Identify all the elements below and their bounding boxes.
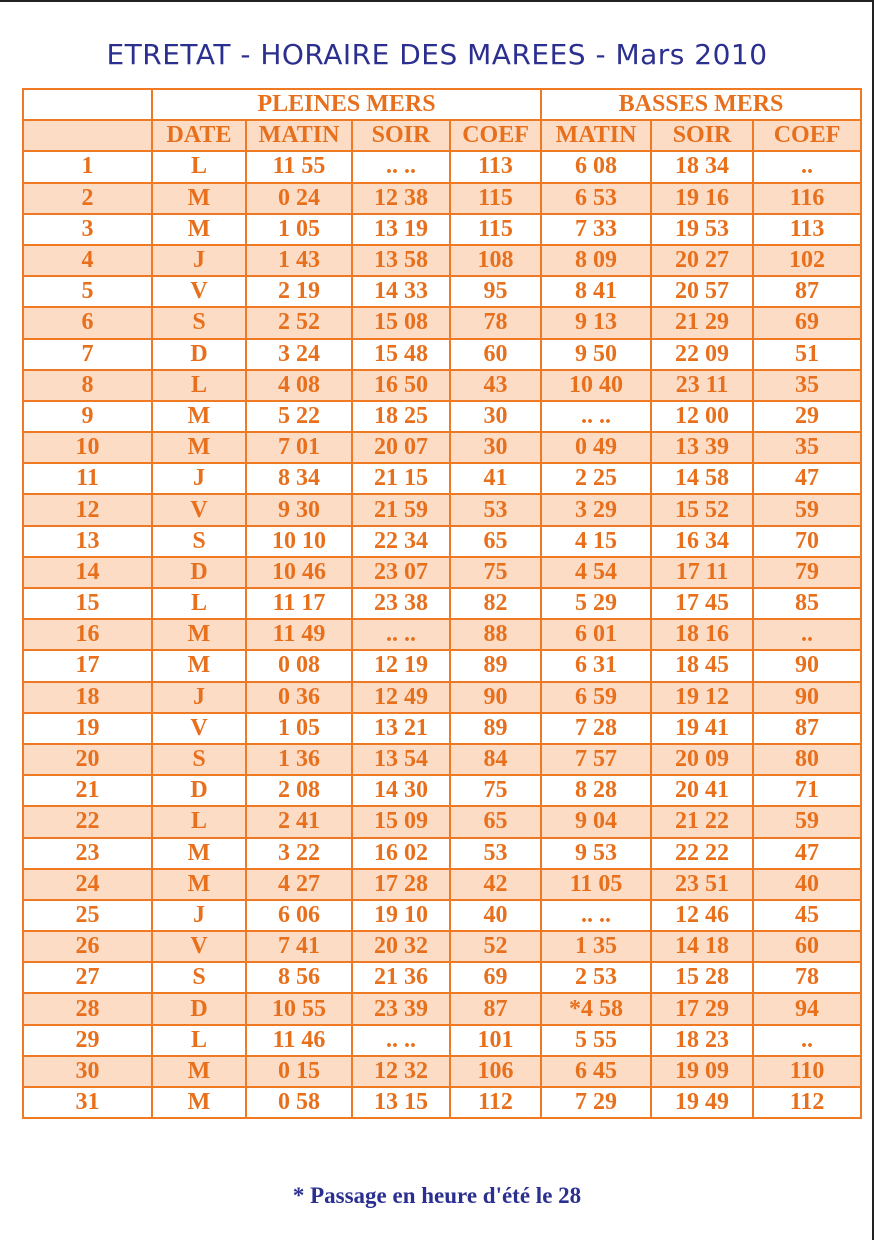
table-row — [23, 214, 861, 245]
basse-matin-cell: 4 54 — [541, 557, 651, 588]
pleine-soir-cell: 16 50 — [352, 370, 450, 401]
day-letter-cell: V — [152, 276, 246, 307]
pleine-coef-cell: 30 — [450, 401, 541, 432]
basse-coef-cell: 78 — [753, 962, 861, 993]
basse-coef-cell: 80 — [753, 744, 861, 775]
pleine-matin-cell: 2 19 — [246, 276, 352, 307]
pleine-soir-cell: 14 33 — [352, 276, 450, 307]
pleine-soir-cell: 13 21 — [352, 713, 450, 744]
pleine-coef-cell: 75 — [450, 557, 541, 588]
day-number-cell: 14 — [23, 557, 152, 588]
table-row — [23, 307, 861, 338]
day-number-cell: 4 — [23, 245, 152, 276]
tide-rows — [23, 151, 861, 1118]
pleine-matin-cell: 10 46 — [246, 557, 352, 588]
day-letter-cell: M — [152, 650, 246, 681]
pleine-coef-cell: 43 — [450, 370, 541, 401]
pleine-soir-cell: 20 32 — [352, 931, 450, 962]
pleine-matin-cell: 4 08 — [246, 370, 352, 401]
group-header-row — [23, 89, 861, 120]
basse-soir-cell: 15 52 — [651, 494, 753, 525]
pleine-matin-cell: 2 08 — [246, 775, 352, 806]
basse-soir-cell: 19 16 — [651, 183, 753, 214]
pleine-soir-cell: .. .. — [352, 1025, 450, 1056]
day-letter-cell: L — [152, 370, 246, 401]
day-letter-cell: M — [152, 1087, 246, 1118]
pleine-coef-cell: 82 — [450, 588, 541, 619]
pleine-soir-cell: .. .. — [352, 619, 450, 650]
pleine-coef-cell: 95 — [450, 276, 541, 307]
basse-coef-cell: 102 — [753, 245, 861, 276]
pleine-soir-cell: 18 25 — [352, 401, 450, 432]
day-letter-cell: L — [152, 1025, 246, 1056]
basse-coef-cell: 90 — [753, 682, 861, 713]
pleine-matin-cell: 8 34 — [246, 463, 352, 494]
pleine-matin-cell: 10 10 — [246, 526, 352, 557]
basse-soir-cell: 20 57 — [651, 276, 753, 307]
table-row — [23, 1087, 861, 1118]
pleine-matin-cell: 2 52 — [246, 307, 352, 338]
day-number-cell: 18 — [23, 682, 152, 713]
basse-coef-cell: 45 — [753, 900, 861, 931]
pleine-matin-cell: 0 36 — [246, 682, 352, 713]
basse-matin-cell: 5 29 — [541, 588, 651, 619]
basse-coef-cell: 87 — [753, 276, 861, 307]
day-number-cell: 10 — [23, 432, 152, 463]
pleine-coef-cell: 75 — [450, 775, 541, 806]
pleine-coef-cell: 90 — [450, 682, 541, 713]
pleines-mers-header: PLEINES MERS — [152, 89, 541, 120]
table-row — [23, 650, 861, 681]
pleine-coef-cell: 65 — [450, 806, 541, 837]
pleine-matin-cell: 11 55 — [246, 151, 352, 182]
basse-matin-cell: 9 50 — [541, 339, 651, 370]
basse-soir-cell: 23 11 — [651, 370, 753, 401]
table-row — [23, 1056, 861, 1087]
pleine-matin-cell: 0 58 — [246, 1087, 352, 1118]
day-number-cell: 25 — [23, 900, 152, 931]
basse-coef-cell: 60 — [753, 931, 861, 962]
day-number-header — [23, 120, 152, 151]
pleine-matin-cell: 0 15 — [246, 1056, 352, 1087]
day-number-cell: 12 — [23, 494, 152, 525]
day-letter-cell: M — [152, 214, 246, 245]
basse-coef-cell: 87 — [753, 713, 861, 744]
basse-soir-cell: 13 39 — [651, 432, 753, 463]
pleine-matin-cell: 11 46 — [246, 1025, 352, 1056]
day-letter-cell: D — [152, 993, 246, 1024]
page-title: ETRETAT - HORAIRE DES MAREES - Mars 2010 — [106, 38, 768, 71]
table-row — [23, 900, 861, 931]
table-row — [23, 993, 861, 1024]
day-number-cell: 8 — [23, 370, 152, 401]
day-letter-cell: J — [152, 245, 246, 276]
basse-matin-cell: 9 04 — [541, 806, 651, 837]
pleine-soir-cell: 13 58 — [352, 245, 450, 276]
basse-matin-cell: 6 01 — [541, 619, 651, 650]
basse-coef-cell: 70 — [753, 526, 861, 557]
day-letter-cell: M — [152, 183, 246, 214]
pleine-matin-cell: 10 55 — [246, 993, 352, 1024]
basse-soir-cell: 18 45 — [651, 650, 753, 681]
basse-coef-cell: .. — [753, 151, 861, 182]
column-header: SOIR — [651, 120, 753, 151]
pleine-matin-cell: 1 05 — [246, 214, 352, 245]
pleine-coef-cell: 106 — [450, 1056, 541, 1087]
pleine-matin-cell: 7 41 — [246, 931, 352, 962]
table-row — [23, 276, 861, 307]
footnote: * Passage en heure d'été le 28 — [292, 1183, 582, 1208]
pleine-soir-cell: 15 48 — [352, 339, 450, 370]
pleine-matin-cell: 0 08 — [246, 650, 352, 681]
basse-matin-cell: 2 53 — [541, 962, 651, 993]
basse-coef-cell: 116 — [753, 183, 861, 214]
column-header-row — [23, 120, 861, 151]
corner-cell — [23, 89, 152, 120]
basse-coef-cell: .. — [753, 1025, 861, 1056]
basse-soir-cell: 20 09 — [651, 744, 753, 775]
day-number-cell: 7 — [23, 339, 152, 370]
pleine-matin-cell: 8 56 — [246, 962, 352, 993]
pleine-coef-cell: 87 — [450, 993, 541, 1024]
basse-soir-cell: 22 22 — [651, 838, 753, 869]
table-row — [23, 432, 861, 463]
basse-soir-cell: 18 34 — [651, 151, 753, 182]
table-row — [23, 775, 861, 806]
day-letter-cell: M — [152, 401, 246, 432]
day-number-cell: 1 — [23, 151, 152, 182]
day-letter-cell: D — [152, 775, 246, 806]
day-number-cell: 16 — [23, 619, 152, 650]
table-row — [23, 619, 861, 650]
pleine-coef-cell: 115 — [450, 183, 541, 214]
pleine-soir-cell: 17 28 — [352, 869, 450, 900]
basse-coef-cell: 110 — [753, 1056, 861, 1087]
day-letter-cell: M — [152, 619, 246, 650]
basse-matin-cell: 6 53 — [541, 183, 651, 214]
pleine-coef-cell: 101 — [450, 1025, 541, 1056]
day-number-cell: 5 — [23, 276, 152, 307]
day-number-cell: 28 — [23, 993, 152, 1024]
pleine-matin-cell: 11 17 — [246, 588, 352, 619]
pleine-coef-cell: 52 — [450, 931, 541, 962]
table-row — [23, 494, 861, 525]
basse-coef-cell: 59 — [753, 806, 861, 837]
pleine-coef-cell: 115 — [450, 214, 541, 245]
day-number-cell: 15 — [23, 588, 152, 619]
basse-matin-cell: 7 28 — [541, 713, 651, 744]
day-letter-cell: J — [152, 682, 246, 713]
column-header: MATIN — [246, 120, 352, 151]
column-header: MATIN — [541, 120, 651, 151]
basse-soir-cell: 19 09 — [651, 1056, 753, 1087]
day-number-cell: 24 — [23, 869, 152, 900]
basse-soir-cell: 20 27 — [651, 245, 753, 276]
pleine-matin-cell: 1 36 — [246, 744, 352, 775]
basse-matin-cell: 6 59 — [541, 682, 651, 713]
day-number-cell: 23 — [23, 838, 152, 869]
day-number-cell: 22 — [23, 806, 152, 837]
table-row — [23, 245, 861, 276]
basse-coef-cell: 35 — [753, 370, 861, 401]
basse-coef-cell: 69 — [753, 307, 861, 338]
day-number-cell: 2 — [23, 183, 152, 214]
pleine-soir-cell: .. .. — [352, 151, 450, 182]
table-row — [23, 557, 861, 588]
basse-matin-cell: 7 33 — [541, 214, 651, 245]
pleine-coef-cell: 53 — [450, 494, 541, 525]
pleine-coef-cell: 78 — [450, 307, 541, 338]
basse-matin-cell: 6 31 — [541, 650, 651, 681]
day-number-cell: 19 — [23, 713, 152, 744]
basse-matin-cell: 8 28 — [541, 775, 651, 806]
day-number-cell: 6 — [23, 307, 152, 338]
pleine-coef-cell: 60 — [450, 339, 541, 370]
day-letter-cell: V — [152, 931, 246, 962]
basse-soir-cell: 23 51 — [651, 869, 753, 900]
basse-matin-cell: 4 15 — [541, 526, 651, 557]
basse-coef-cell: 113 — [753, 214, 861, 245]
basse-coef-cell: 85 — [753, 588, 861, 619]
basse-coef-cell: 40 — [753, 869, 861, 900]
day-number-cell: 29 — [23, 1025, 152, 1056]
basse-coef-cell: .. — [753, 619, 861, 650]
basse-soir-cell: 12 46 — [651, 900, 753, 931]
pleine-soir-cell: 15 09 — [352, 806, 450, 837]
pleine-coef-cell: 40 — [450, 900, 541, 931]
basse-matin-cell: 8 09 — [541, 245, 651, 276]
day-number-cell: 26 — [23, 931, 152, 962]
table-row — [23, 962, 861, 993]
pleine-soir-cell: 15 08 — [352, 307, 450, 338]
table-row — [23, 744, 861, 775]
pleine-soir-cell: 22 34 — [352, 526, 450, 557]
basse-matin-cell: 11 05 — [541, 869, 651, 900]
pleine-soir-cell: 23 07 — [352, 557, 450, 588]
day-letter-cell: M — [152, 838, 246, 869]
pleine-matin-cell: 6 06 — [246, 900, 352, 931]
pleine-matin-cell: 0 24 — [246, 183, 352, 214]
basse-matin-cell: .. .. — [541, 900, 651, 931]
basse-soir-cell: 20 41 — [651, 775, 753, 806]
day-number-cell: 27 — [23, 962, 152, 993]
basse-soir-cell: 14 58 — [651, 463, 753, 494]
basse-coef-cell: 90 — [753, 650, 861, 681]
table-row — [23, 339, 861, 370]
pleine-soir-cell: 21 59 — [352, 494, 450, 525]
pleine-coef-cell: 41 — [450, 463, 541, 494]
day-letter-cell: V — [152, 494, 246, 525]
pleine-coef-cell: 112 — [450, 1087, 541, 1118]
pleine-soir-cell: 12 19 — [352, 650, 450, 681]
table-row — [23, 151, 861, 182]
day-letter-cell: J — [152, 900, 246, 931]
day-letter-cell: L — [152, 806, 246, 837]
table-row — [23, 183, 861, 214]
basse-soir-cell: 16 34 — [651, 526, 753, 557]
table-row — [23, 463, 861, 494]
pleine-coef-cell: 84 — [450, 744, 541, 775]
pleine-soir-cell: 20 07 — [352, 432, 450, 463]
pleine-coef-cell: 89 — [450, 713, 541, 744]
tide-table — [22, 88, 862, 1119]
basse-matin-cell: 6 45 — [541, 1056, 651, 1087]
table-row — [23, 838, 861, 869]
basse-soir-cell: 17 45 — [651, 588, 753, 619]
pleine-soir-cell: 23 38 — [352, 588, 450, 619]
pleine-soir-cell: 23 39 — [352, 993, 450, 1024]
pleine-matin-cell: 4 27 — [246, 869, 352, 900]
pleine-coef-cell: 89 — [450, 650, 541, 681]
pleine-soir-cell: 12 49 — [352, 682, 450, 713]
basse-soir-cell: 17 11 — [651, 557, 753, 588]
pleine-soir-cell: 13 15 — [352, 1087, 450, 1118]
pleine-soir-cell: 12 32 — [352, 1056, 450, 1087]
pleine-coef-cell: 113 — [450, 151, 541, 182]
pleine-soir-cell: 12 38 — [352, 183, 450, 214]
pleine-matin-cell: 2 41 — [246, 806, 352, 837]
basse-coef-cell: 79 — [753, 557, 861, 588]
day-letter-cell: D — [152, 557, 246, 588]
table-row — [23, 869, 861, 900]
pleine-soir-cell: 13 19 — [352, 214, 450, 245]
table-row — [23, 370, 861, 401]
day-number-cell: 31 — [23, 1087, 152, 1118]
day-letter-cell: M — [152, 432, 246, 463]
basse-matin-cell: 7 29 — [541, 1087, 651, 1118]
basse-matin-cell: 9 53 — [541, 838, 651, 869]
basse-matin-cell: *4 58 — [541, 993, 651, 1024]
day-letter-cell: S — [152, 526, 246, 557]
day-letter-cell: S — [152, 744, 246, 775]
day-number-cell: 21 — [23, 775, 152, 806]
pleine-coef-cell: 69 — [450, 962, 541, 993]
column-header: DATE — [152, 120, 246, 151]
pleine-coef-cell: 53 — [450, 838, 541, 869]
basse-soir-cell: 12 00 — [651, 401, 753, 432]
column-header: COEF — [753, 120, 861, 151]
table-row — [23, 931, 861, 962]
pleine-coef-cell: 30 — [450, 432, 541, 463]
day-letter-cell: L — [152, 151, 246, 182]
table-row — [23, 682, 861, 713]
basse-soir-cell: 21 29 — [651, 307, 753, 338]
day-number-cell: 3 — [23, 214, 152, 245]
pleine-matin-cell: 3 24 — [246, 339, 352, 370]
day-number-cell: 13 — [23, 526, 152, 557]
pleine-matin-cell: 11 49 — [246, 619, 352, 650]
pleine-coef-cell: 42 — [450, 869, 541, 900]
pleine-soir-cell: 21 36 — [352, 962, 450, 993]
basse-matin-cell: 1 35 — [541, 931, 651, 962]
pleine-coef-cell: 88 — [450, 619, 541, 650]
basse-matin-cell: .. .. — [541, 401, 651, 432]
pleine-matin-cell: 5 22 — [246, 401, 352, 432]
basse-soir-cell: 19 41 — [651, 713, 753, 744]
page-border-top — [0, 0, 874, 2]
day-letter-cell: S — [152, 307, 246, 338]
basse-matin-cell: 9 13 — [541, 307, 651, 338]
basse-soir-cell: 19 53 — [651, 214, 753, 245]
basse-coef-cell: 59 — [753, 494, 861, 525]
pleine-matin-cell: 9 30 — [246, 494, 352, 525]
day-number-cell: 20 — [23, 744, 152, 775]
basse-coef-cell: 35 — [753, 432, 861, 463]
day-number-cell: 30 — [23, 1056, 152, 1087]
basse-matin-cell: 7 57 — [541, 744, 651, 775]
column-header: COEF — [450, 120, 541, 151]
basse-soir-cell: 17 29 — [651, 993, 753, 1024]
pleine-soir-cell: 13 54 — [352, 744, 450, 775]
day-number-cell: 9 — [23, 401, 152, 432]
pleine-matin-cell: 1 43 — [246, 245, 352, 276]
day-letter-cell: J — [152, 463, 246, 494]
pleine-matin-cell: 3 22 — [246, 838, 352, 869]
basses-mers-header: BASSES MERS — [541, 89, 861, 120]
pleine-matin-cell: 1 05 — [246, 713, 352, 744]
basse-soir-cell: 19 49 — [651, 1087, 753, 1118]
day-number-cell: 11 — [23, 463, 152, 494]
basse-matin-cell: 8 41 — [541, 276, 651, 307]
basse-soir-cell: 15 28 — [651, 962, 753, 993]
day-letter-cell: D — [152, 339, 246, 370]
basse-coef-cell: 71 — [753, 775, 861, 806]
basse-matin-cell: 5 55 — [541, 1025, 651, 1056]
day-letter-cell: S — [152, 962, 246, 993]
day-letter-cell: L — [152, 588, 246, 619]
day-letter-cell: V — [152, 713, 246, 744]
basse-matin-cell: 6 08 — [541, 151, 651, 182]
day-letter-cell: M — [152, 869, 246, 900]
column-header: SOIR — [352, 120, 450, 151]
basse-coef-cell: 51 — [753, 339, 861, 370]
pleine-soir-cell: 21 15 — [352, 463, 450, 494]
basse-matin-cell: 3 29 — [541, 494, 651, 525]
basse-coef-cell: 47 — [753, 838, 861, 869]
pleine-matin-cell: 7 01 — [246, 432, 352, 463]
table-row — [23, 713, 861, 744]
table-row — [23, 806, 861, 837]
basse-soir-cell: 21 22 — [651, 806, 753, 837]
basse-soir-cell: 19 12 — [651, 682, 753, 713]
table-row — [23, 401, 861, 432]
basse-soir-cell: 22 09 — [651, 339, 753, 370]
table-row — [23, 1025, 861, 1056]
basse-soir-cell: 18 23 — [651, 1025, 753, 1056]
pleine-coef-cell: 65 — [450, 526, 541, 557]
day-letter-cell: M — [152, 1056, 246, 1087]
basse-coef-cell: 47 — [753, 463, 861, 494]
basse-matin-cell: 2 25 — [541, 463, 651, 494]
basse-soir-cell: 14 18 — [651, 931, 753, 962]
basse-coef-cell: 112 — [753, 1087, 861, 1118]
basse-soir-cell: 18 16 — [651, 619, 753, 650]
pleine-soir-cell: 14 30 — [352, 775, 450, 806]
pleine-coef-cell: 108 — [450, 245, 541, 276]
table-row — [23, 588, 861, 619]
table-row — [23, 526, 861, 557]
pleine-soir-cell: 19 10 — [352, 900, 450, 931]
basse-coef-cell: 29 — [753, 401, 861, 432]
basse-matin-cell: 10 40 — [541, 370, 651, 401]
day-number-cell: 17 — [23, 650, 152, 681]
pleine-soir-cell: 16 02 — [352, 838, 450, 869]
basse-matin-cell: 0 49 — [541, 432, 651, 463]
basse-coef-cell: 94 — [753, 993, 861, 1024]
